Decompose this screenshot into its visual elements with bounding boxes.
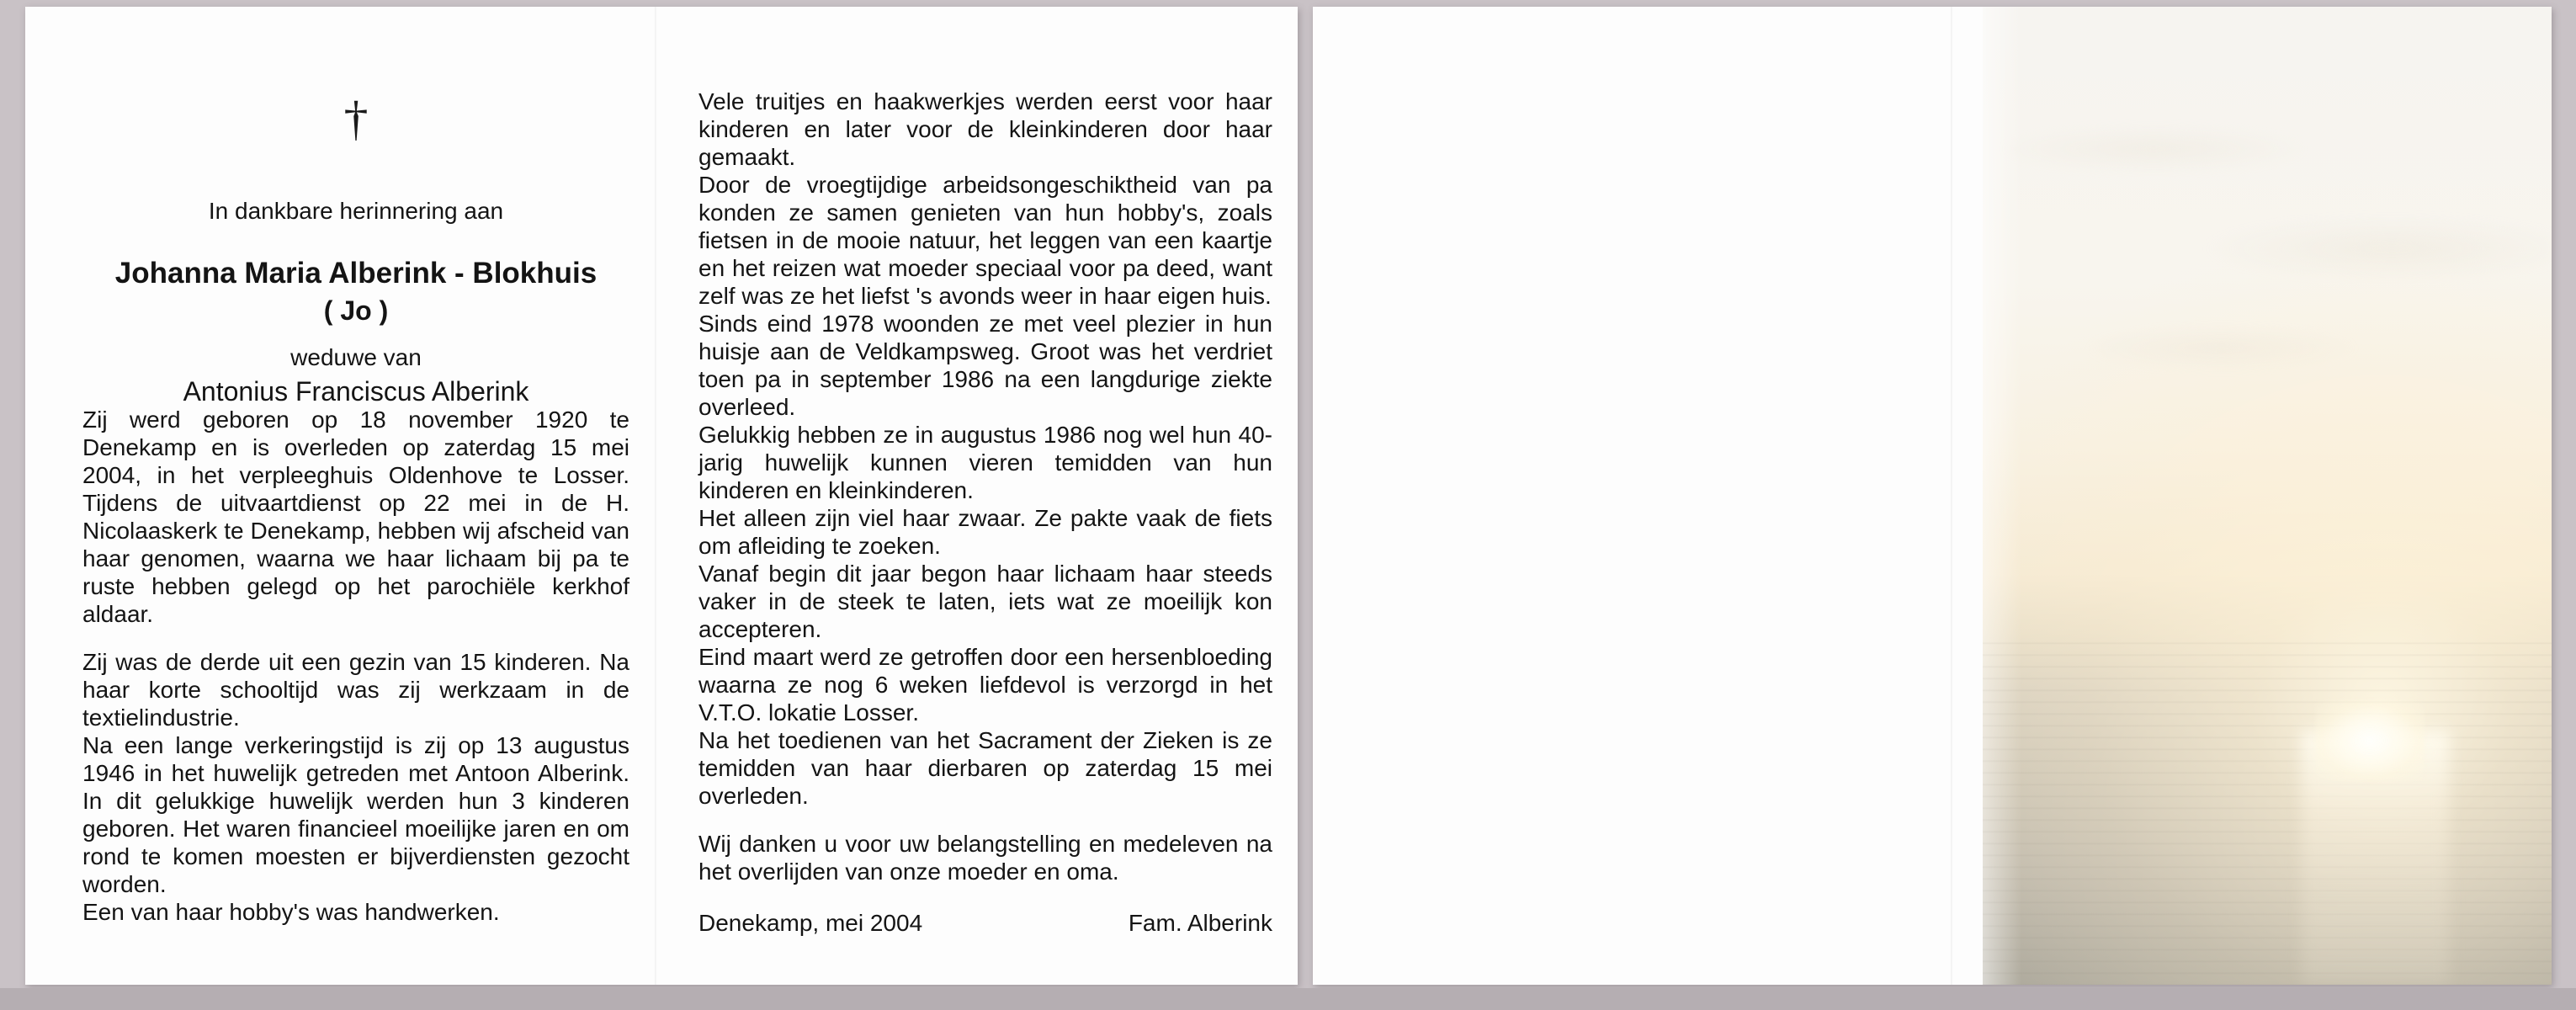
paragraph: Wij danken u voor uw belangstelling en medeleven na het overlijden van onze moeder en oma. bbox=[698, 831, 1272, 885]
paragraph: Eind maart werd ze getroffen door een hersenbloeding waarna ze nog 6 weken liefdevol is verzorgd in het V.T.O. lokatie Losser. bbox=[698, 644, 1272, 726]
acknowledgement-block bbox=[698, 830, 1272, 885]
closing-signature: Fam. Alberink bbox=[1128, 910, 1272, 936]
memorial-column-left bbox=[82, 7, 629, 926]
biography-block-1 bbox=[82, 406, 629, 628]
memorial-column-right bbox=[698, 7, 1272, 937]
paragraph: Zij werd geboren op 18 november 1920 te Denekamp en is overleden op zaterdag 15 mei 2004, in het verpleeghuis Oldenhove te Losser. Tijdens de uitvaartdienst op 22 mei in de H. Nicolaaskerk te Denekamp, hebben wij afscheid van haar genomen, waarna we haar lichaam bij pa te ruste hebben gelegd op het parochiële kerkhof aldaar. bbox=[82, 407, 629, 628]
paragraph: Een van haar hobby's was handwerken. bbox=[82, 899, 500, 926]
cross-symbol: † bbox=[343, 91, 369, 146]
closing-place-date: Denekamp, mei 2004 bbox=[698, 910, 923, 936]
deceased-name: Johanna Maria Alberink - Blokhuis bbox=[114, 257, 598, 290]
paragraph: Vanaf begin dit jaar begon haar lichaam haar steeds vaker in de steek te laten, iets wat ze moeilijk kon accepteren. bbox=[698, 561, 1272, 642]
biography-block-2 bbox=[82, 648, 629, 926]
paragraph: Na het toedienen van het Sacrament der Zieken is ze temidden van haar dierbaren op zaterdag 15 mei overleden. bbox=[698, 727, 1272, 809]
intro-line: In dankbare herinnering aan bbox=[208, 198, 504, 224]
paragraph: Sinds eind 1978 woonden ze met veel plezier in hun huisje aan de Veldkampsweg. Groot was het verdriet toen pa in september 1986 na een langdurige ziekte overleed. bbox=[698, 311, 1272, 420]
sea-streaks bbox=[1983, 633, 2552, 985]
deceased-nickname: ( Jo ) bbox=[323, 295, 389, 327]
scanner-edge-shadow bbox=[0, 988, 2576, 1010]
memorial-card-photo-panel bbox=[1313, 7, 2552, 985]
sun bbox=[2315, 700, 2425, 781]
closing-line bbox=[698, 909, 1272, 937]
card-fold-line bbox=[655, 7, 657, 985]
relation-label: weduwe van bbox=[290, 344, 422, 371]
paragraph: Vele truitjes en haakwerkjes werden eerst voor haar kinderen en later voor de kleinkinderen door haar gemaakt. bbox=[698, 88, 1272, 170]
spouse-name: Antonius Franciscus Alberink bbox=[183, 376, 529, 407]
paragraph: Na een lange verkeringstijd is zij op 13 augustus 1946 in het huwelijk getreden met Antoon Alberink. In dit gelukkige huwelijk werden hun 3 kinderen geboren. Het waren financieel moeilijke jaren en om rond te komen moesten er bijverdiensten gezocht worden. bbox=[82, 732, 629, 898]
sunset-sea-photo bbox=[1983, 7, 2552, 985]
paragraph: Gelukkig hebben ze in augustus 1986 nog wel hun 40-jarig huwelijk kunnen vieren temidden van hun kinderen en kleinkinderen. bbox=[698, 422, 1272, 503]
biography-block-3 bbox=[698, 88, 1272, 810]
paragraph: Door de vroegtijdige arbeidsongeschiktheid van pa konden ze samen genieten van hun hobby's, zoals fietsen in de mooie natuur, het leggen van een kaartje en het reizen wat moeder speciaal voor pa deed, want zelf was ze het liefst 's avonds weer in haar eigen huis. bbox=[698, 172, 1272, 309]
paragraph: Zij was de derde uit een gezin van 15 kinderen. Na haar korte schooltijd was zij werkzaam in de textielindustrie. bbox=[82, 649, 629, 731]
memorial-card-text-panel bbox=[25, 7, 1298, 985]
card-fold-line bbox=[1951, 7, 1953, 985]
paragraph: Het alleen zijn viel haar zwaar. Ze pakte vaak de fiets om afleiding te zoeken. bbox=[698, 505, 1272, 559]
